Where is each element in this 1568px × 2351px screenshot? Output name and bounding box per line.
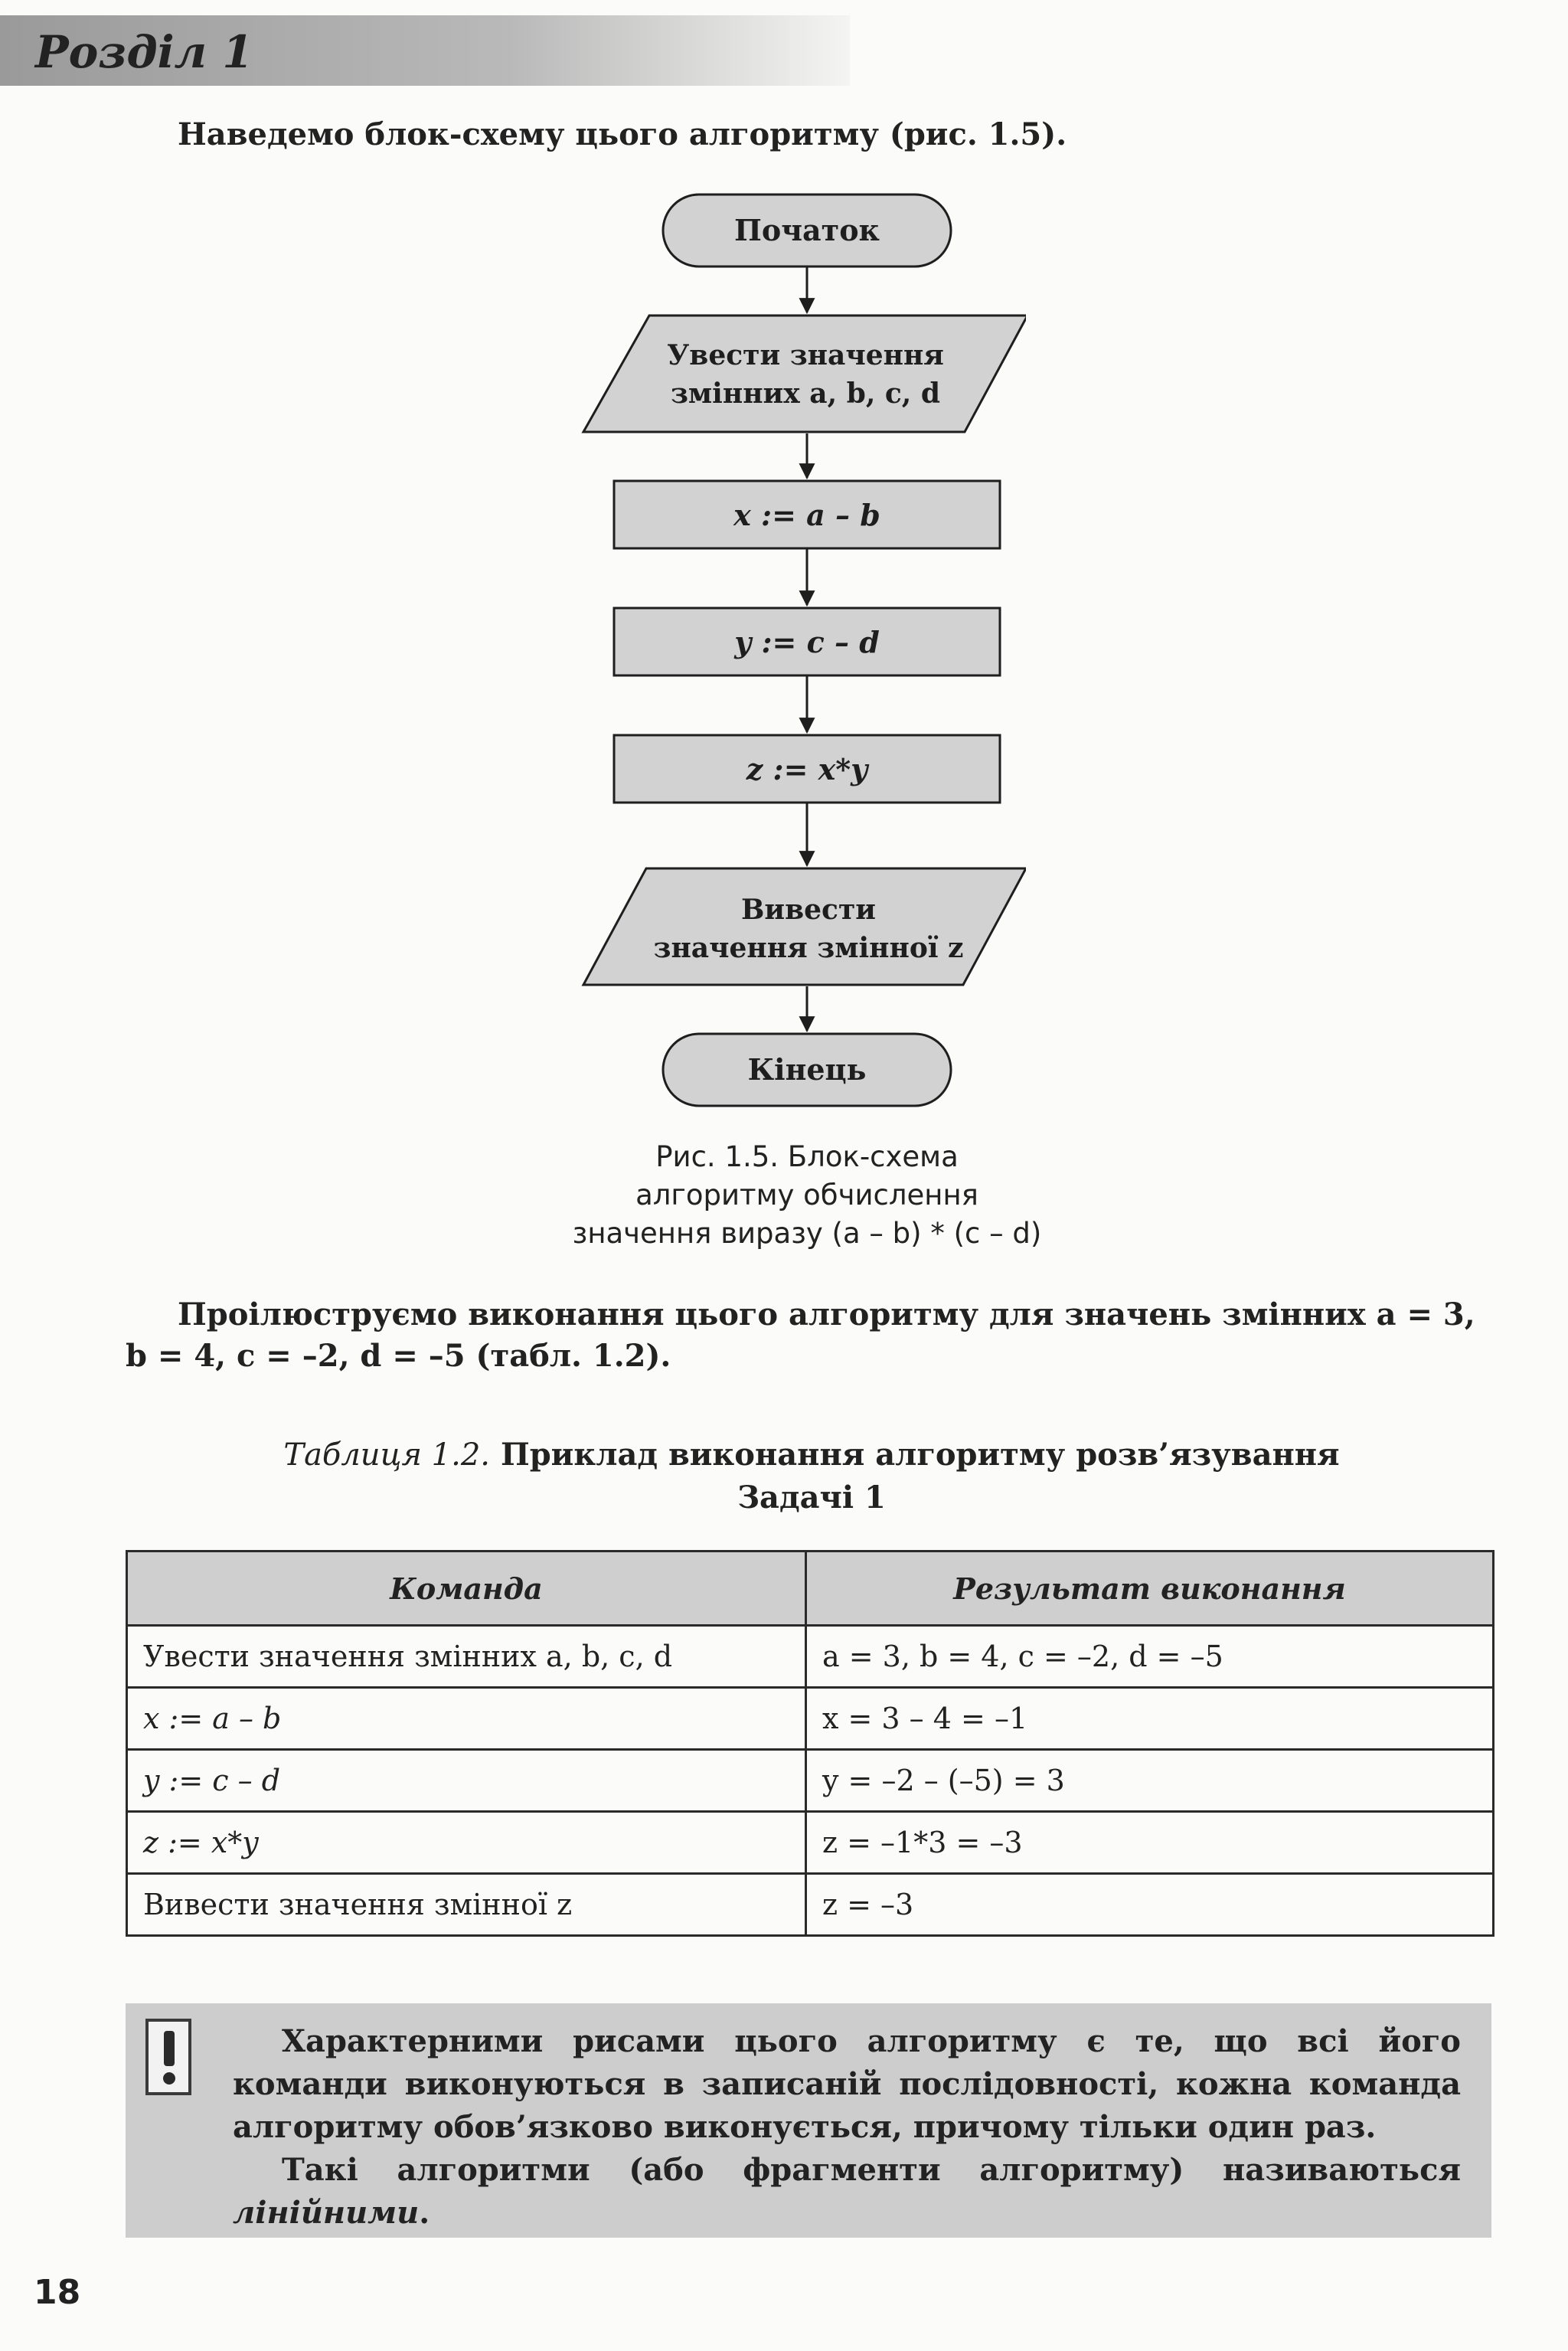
- paragraph-line: b = 4, c = –2, d = –5 (табл. 1.2).: [126, 1338, 671, 1374]
- caption-line: Рис. 1.5. Блок-схема: [655, 1140, 959, 1173]
- note-text: [233, 2020, 1461, 2235]
- input-label-line2: змінних a, b, c, d: [670, 378, 941, 410]
- note-box: [126, 2003, 1491, 2238]
- output-block: [583, 868, 1026, 985]
- paragraph-line: Проілюструємо виконання цього алгоритму для значень змінних a = 3,: [178, 1296, 1475, 1332]
- table-row: [127, 1750, 1494, 1812]
- execution-table: [126, 1550, 1494, 1937]
- table-row: [127, 1874, 1494, 1936]
- table-cell-command: Увести значення змінних a, b, c, d: [127, 1626, 806, 1688]
- table-cell-command: Вивести значення змінної z: [127, 1874, 806, 1936]
- table-title: [199, 1434, 1424, 1519]
- table-title-text: Приклад виконання алгоритму розв’язування: [500, 1437, 1340, 1473]
- table-row: [127, 1626, 1494, 1688]
- end-label: Кінець: [747, 1052, 867, 1087]
- table-row: [127, 1688, 1494, 1750]
- section-tab: [0, 15, 850, 86]
- table-row: [127, 1812, 1494, 1874]
- input-block: [583, 316, 1026, 432]
- table-cell-result: z = –1*3 = –3: [806, 1812, 1494, 1874]
- output-label-line1: Вивести: [741, 894, 876, 926]
- caption-line: алгоритму обчислення: [635, 1179, 978, 1211]
- body-paragraph: [126, 1294, 1504, 1377]
- note-text-end: .: [419, 2195, 430, 2231]
- input-label-line1: Увести значення: [667, 339, 944, 371]
- note-paragraph: Характерними рисами цього алгоритму є те, що всі його команди виконуються в записаній послідовності, кожна команда алгоритму обов’язково виконується, причому тільки один раз.: [233, 2023, 1461, 2145]
- caption-line: значення виразу (a – b) * (c – d): [572, 1217, 1042, 1250]
- section-label: Розділ 1: [35, 26, 253, 78]
- table-cell-command: x := a – b: [127, 1688, 806, 1750]
- table-cell-result: z = –3: [806, 1874, 1494, 1936]
- table-cell-result: a = 3, b = 4, c = –2, d = –5: [806, 1626, 1494, 1688]
- table-cell-command: z := x*y: [127, 1812, 806, 1874]
- exclamation-icon: [145, 2019, 191, 2095]
- process-label-z: z := x*y: [746, 752, 868, 786]
- page-number: 18: [34, 2273, 81, 2312]
- table-cell-result: y = –2 – (–5) = 3: [806, 1750, 1494, 1812]
- intro-text: Наведемо блок-схему цього алгоритму (рис. 1.5).: [178, 116, 1067, 152]
- table-header-row: [127, 1552, 1494, 1626]
- output-label-line2: значення змінної z: [653, 932, 964, 964]
- note-text-start: Такі алгоритми (або фрагменти алгоритму) називаються: [282, 2152, 1461, 2188]
- note-paragraph: [233, 2149, 1461, 2235]
- figure-caption: [501, 1138, 1113, 1253]
- process-label-x: x := a – b: [733, 498, 880, 532]
- start-label: Початок: [734, 213, 880, 247]
- note-term: лінійними: [233, 2195, 420, 2231]
- table-cell-result: x = 3 – 4 = –1: [806, 1688, 1494, 1750]
- process-label-y: y := c – d: [734, 625, 880, 659]
- table-cell-command: y := c – d: [127, 1750, 806, 1812]
- table-header: Результат виконання: [806, 1552, 1494, 1626]
- table-title-line2: Задачі 1: [737, 1480, 886, 1516]
- flowchart: [567, 184, 1026, 1118]
- table-title-lead: Таблиця 1.2.: [283, 1437, 490, 1473]
- table-header: Команда: [127, 1552, 806, 1626]
